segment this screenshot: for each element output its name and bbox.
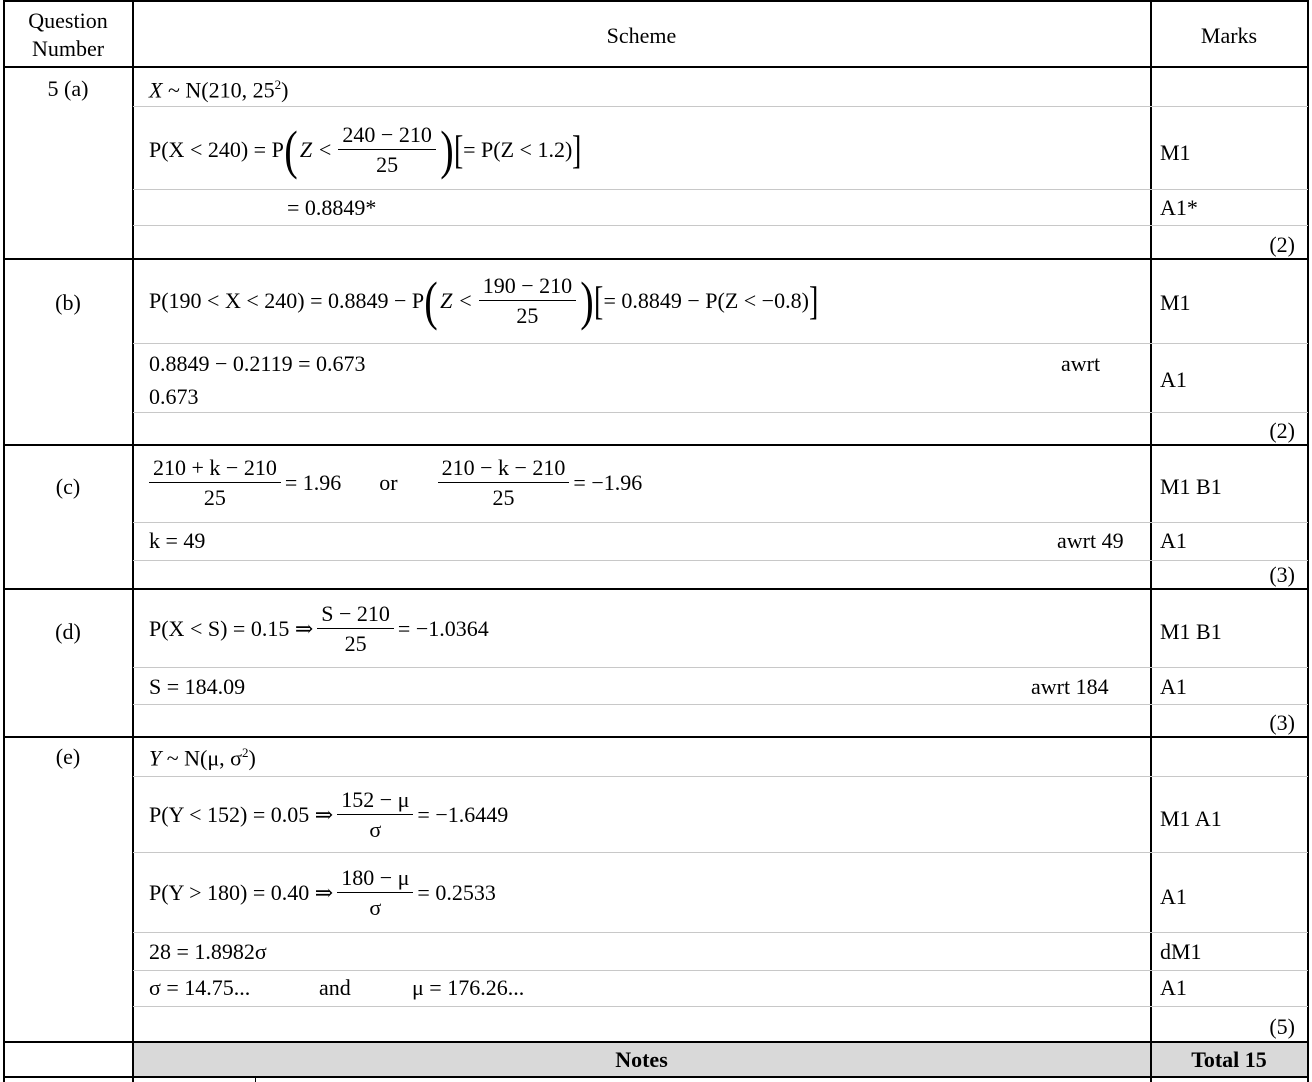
part-e-and: and [319, 975, 351, 1000]
part-c-standardisation: $\frac{210 + k - 210}{25}$ = 1.96 or $\frac{210 - k - 210}{25}$ = −1.96 [145, 450, 642, 516]
notes-row-bottom [3, 1076, 1309, 1078]
part-d-mark-1: M1 B1 [1160, 619, 1222, 644]
part-a-probability-working: P(X < 240) = P ( Z < $\frac{240 - 210}{25}$ ) [ = P(Z < 1.2) ] [149, 120, 582, 180]
part-c-bottom [3, 588, 1309, 590]
part-e-mark-3: dM1 [1160, 939, 1202, 964]
part-a-bottom [3, 258, 1309, 260]
row-line [133, 106, 1308, 107]
part-e-lower-condition: P(Y < 152) = 0.05 ⇒ $\frac{152 - \mu}{\sigma}$ = −1.6449 [149, 786, 509, 842]
table-top-border [3, 0, 1309, 2]
header-divider [3, 66, 1309, 68]
part-a-mark-1: M1 [1160, 140, 1191, 165]
header-scheme: Scheme [606, 23, 677, 48]
part-d-result: S = 184.09 [149, 674, 246, 699]
part-c-label: (c) [55, 474, 81, 499]
row-line [133, 412, 1308, 413]
row-line [133, 932, 1308, 933]
header-question-number-line1: Question [28, 8, 108, 33]
part-d-bottom [3, 736, 1309, 738]
row-line [133, 522, 1308, 523]
row-line [133, 667, 1308, 668]
total-marks: Total 15 [1191, 1047, 1267, 1072]
part-a-label: 5 (a) [47, 76, 89, 101]
part-a-total: (2) [1269, 232, 1295, 257]
part-c-mark-1: M1 B1 [1160, 474, 1222, 499]
notes-heading: Notes [615, 1047, 668, 1072]
part-b-bottom [3, 444, 1309, 446]
row-line [133, 560, 1308, 561]
row-line [133, 852, 1308, 853]
col-divider-2 [1150, 0, 1152, 1082]
row-line [133, 343, 1308, 344]
part-b-total: (2) [1269, 418, 1295, 443]
header-marks: Marks [1200, 23, 1258, 48]
part-d-standardisation: P(X < S) = 0.15 ⇒ $\frac{S - 210}{25}$ = −1.0364 [149, 600, 489, 656]
row-line [133, 970, 1308, 971]
row-line [133, 776, 1308, 777]
header-question-number-line2: Number [31, 36, 105, 61]
part-b-mark-2: A1 [1160, 367, 1187, 392]
part-e-upper-condition: P(Y > 180) = 0.40 ⇒ $\frac{180 - \mu}{\sigma}$ = 0.2533 [149, 864, 496, 920]
part-b-calculation: 0.8849 − 0.2119 = 0.673 [149, 351, 366, 376]
part-e-mark-1: M1 A1 [1160, 806, 1222, 831]
part-b-awrt-value: 0.673 [149, 384, 199, 409]
part-d-label: (d) [55, 619, 81, 644]
part-a-mark-2: A1* [1160, 195, 1198, 220]
part-e-label: (e) [55, 744, 81, 769]
part-b-probability-working: P(190 < X < 240) = 0.8849 − P ( Z < $\frac{190 - 210}{25}$ ) [ = 0.8849 − P(Z < −0.8) ] [149, 271, 819, 331]
part-d-total: (3) [1269, 710, 1295, 735]
part-e-distribution: Y ~ N(μ, $\sigma^2$) [149, 745, 256, 771]
part-e-mark-4: A1 [1160, 975, 1187, 1000]
part-e-total: (5) [1269, 1014, 1295, 1039]
part-b-awrt: awrt [1061, 351, 1101, 376]
part-d-mark-2: A1 [1160, 674, 1187, 699]
part-e-combined-equation: 28 = 1.8982σ [149, 939, 267, 964]
part-e-mark-2: A1 [1160, 884, 1187, 909]
table-right-border [1307, 0, 1309, 1082]
part-e-mu-result: μ = 176.26... [412, 975, 525, 1000]
part-c-result: k = 49 [149, 528, 206, 553]
part-b-label: (b) [55, 290, 81, 315]
part-c-total: (3) [1269, 562, 1295, 587]
part-a-distribution: X ~ N(210, $25^2$) [149, 77, 289, 103]
row-line [133, 225, 1308, 226]
part-c-mark-2: A1 [1160, 528, 1187, 553]
row-line [133, 704, 1308, 705]
row-line [133, 1006, 1308, 1007]
col-divider-1 [132, 0, 134, 1082]
part-d-awrt: awrt 184 [1031, 674, 1109, 699]
part-e-bottom [3, 1041, 1309, 1043]
table-left-border [3, 0, 5, 1082]
part-e-sigma-result: σ = 14.75... [149, 975, 251, 1000]
part-c-awrt: awrt 49 [1057, 528, 1124, 553]
row-line [133, 189, 1308, 190]
part-a-result: = 0.8849* [287, 195, 377, 220]
part-b-mark-1: M1 [1160, 290, 1191, 315]
